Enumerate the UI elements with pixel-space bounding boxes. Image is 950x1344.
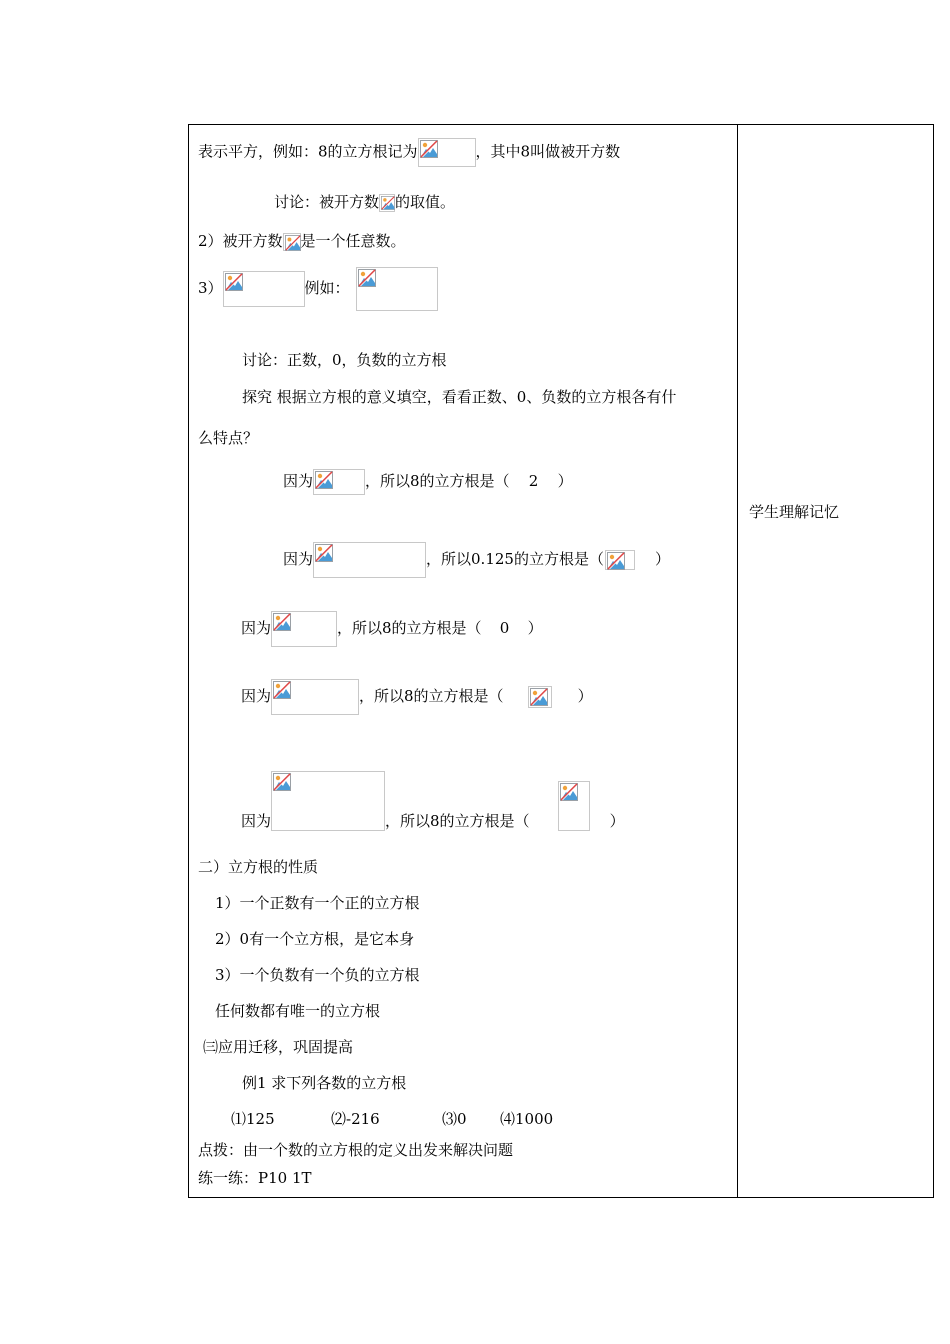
example-1-title: 例1 求下列各数的立方根 — [242, 1074, 407, 1092]
example-item: ⑵-216 — [331, 1110, 380, 1128]
formula-image — [271, 771, 385, 831]
example-label: 例如： — [304, 279, 350, 297]
close-paren: ） — [609, 812, 625, 830]
discussion-line — [274, 192, 455, 212]
definition-text: 表示平方，例如：8的立方根记为 — [198, 142, 418, 161]
explore-text: 探究 根据立方根的意义填空，看看正数、0、负数的立方根各有什 — [242, 388, 677, 406]
property-1: 1）一个正数有一个正的立方根 — [215, 894, 420, 912]
close-paren: ） — [577, 687, 593, 705]
formula-image — [271, 611, 337, 647]
conclusion-text: ，所以8的立方根是（ — [337, 619, 482, 637]
definition-line — [198, 138, 620, 167]
example-items — [231, 1109, 553, 1129]
broken-image-icon — [273, 681, 291, 699]
formula-image — [356, 267, 438, 311]
exercise-row-1 — [283, 469, 573, 495]
broken-image-icon — [285, 235, 301, 251]
broken-image-icon — [560, 783, 578, 801]
example-item: ⑶0 — [442, 1110, 467, 1128]
close-paren: ） — [527, 619, 543, 637]
example-item: ⑷1000 — [500, 1110, 554, 1128]
hint-text: 点拨：由一个数的立方根的定义出发来解决问题 — [198, 1141, 514, 1159]
broken-image-icon — [225, 273, 243, 291]
broken-image-icon — [273, 613, 291, 631]
formula-image — [283, 233, 301, 251]
exercise-row-4 — [241, 679, 593, 715]
property-text: 2）被开方数 — [198, 232, 283, 250]
close-paren: ） — [654, 550, 670, 568]
formula-image — [223, 271, 305, 307]
because-label: 因为 — [241, 687, 272, 705]
conclusion-text: ，所以8的立方根是（ — [359, 687, 504, 705]
broken-image-icon — [420, 140, 438, 158]
section-2-title: 二）立方根的性质 — [198, 858, 319, 876]
conclusion-text: ，所以8的立方根是（ — [365, 472, 510, 490]
answer-image — [528, 686, 552, 708]
broken-image-icon — [273, 773, 291, 791]
close-paren: ） — [557, 472, 573, 490]
definition-text-2: ，其中8叫做被开方数 — [475, 142, 621, 161]
because-label: 因为 — [241, 619, 272, 637]
column-divider — [737, 125, 738, 1197]
broken-image-icon — [607, 552, 625, 570]
property-4: 任何数都有唯一的立方根 — [215, 1002, 381, 1020]
broken-image-icon — [315, 471, 333, 489]
answer-image — [605, 550, 635, 570]
property-line-3 — [198, 267, 438, 311]
property-label: 3） — [198, 279, 223, 297]
answer-value: 0 — [499, 619, 510, 637]
student-activity-note: 学生理解记忆 — [749, 503, 840, 521]
broken-image-icon — [315, 544, 333, 562]
example-item: ⑴125 — [231, 1110, 275, 1128]
discussion-text: 讨论：被开方数 — [274, 193, 380, 211]
broken-image-icon — [381, 196, 395, 210]
formula-image — [418, 138, 476, 167]
conclusion-text: ，所以0.125的立方根是（ — [426, 550, 604, 568]
discussion-title: 讨论：正数，0，负数的立方根 — [242, 351, 447, 369]
property-text-2: 是一个任意数。 — [300, 232, 406, 250]
because-label: 因为 — [283, 550, 314, 568]
property-2: 2）0有一个立方根，是它本身 — [215, 930, 415, 948]
because-label: 因为 — [241, 812, 272, 830]
discussion-text-2: 的取值。 — [395, 193, 456, 211]
broken-image-icon — [358, 269, 376, 287]
formula-image — [271, 679, 359, 715]
broken-image-icon — [530, 688, 548, 706]
formula-image — [313, 469, 365, 495]
lesson-table — [188, 124, 934, 1198]
property-line-2 — [198, 231, 406, 251]
conclusion-text: ，所以8的立方根是（ — [385, 812, 530, 830]
formula-image — [313, 542, 426, 578]
exercise-row-5 — [241, 771, 625, 831]
exercise-row-2 — [283, 542, 670, 578]
explore-text-2: 么特点？ — [198, 429, 259, 447]
property-3: 3）一个负数有一个负的立方根 — [215, 966, 420, 984]
exercise-row-3 — [241, 611, 543, 647]
section-3-title: ㈢应用迁移，巩固提高 — [203, 1038, 354, 1056]
answer-value: 2 — [528, 472, 539, 490]
practice-text: 练一练：P10 1T — [198, 1169, 312, 1187]
because-label: 因为 — [283, 472, 314, 490]
formula-image — [379, 194, 395, 212]
answer-image — [558, 781, 590, 831]
